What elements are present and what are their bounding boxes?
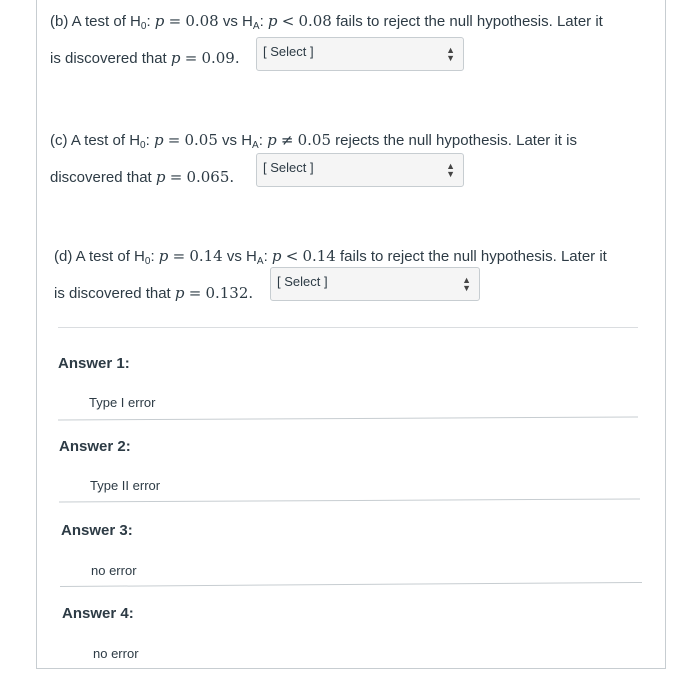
- select-placeholder: [ Select ]: [263, 160, 314, 175]
- question-d-line1: (d) A test of $H_0$: p = 0.14 vs $H_A$: p < 0.14 fails to reject the null hypothesis. Later it: [54, 247, 607, 267]
- select-placeholder: [ Select ]: [277, 274, 328, 289]
- updown-arrows-icon: ▲ ▼: [462, 275, 471, 293]
- question-b-line1: (b) A test of $H_0$: p = 0.08 vs $H_A$: p < 0.08 fails to reject the null hypothesis. Later it: [50, 12, 603, 32]
- answer-4-value: no error: [93, 646, 139, 661]
- answer-3-label: Answer 3:: [61, 522, 133, 539]
- answer-3-value: no error: [91, 563, 137, 578]
- answer-2-label: Answer 2:: [59, 438, 131, 455]
- question-c-line1: (c) A test of $H_0$: p = 0.05 vs $H_A$: p ≠ 0.05 rejects the null hypothesis. Later it is: [50, 131, 577, 151]
- section-divider: [58, 327, 638, 328]
- updown-arrows-icon: ▲ ▼: [446, 161, 455, 179]
- answer-2-value: Type II error: [90, 478, 161, 493]
- question-c-line2: discovered that p = 0.065.: [50, 168, 235, 186]
- select-placeholder: [ Select ]: [263, 44, 314, 59]
- answer-1-label: Answer 1:: [58, 355, 130, 372]
- question-d-line2: is discovered that p = 0.132.: [54, 284, 254, 302]
- answer-select-b[interactable]: [256, 37, 464, 71]
- answer-1-value: Type I error: [89, 395, 156, 410]
- answer-4-label: Answer 4:: [62, 605, 134, 622]
- question-b-line2: is discovered that p = 0.09.: [50, 49, 240, 67]
- answer-select-d[interactable]: [270, 267, 480, 301]
- answer-select-c[interactable]: [256, 153, 464, 187]
- updown-arrows-icon: ▲ ▼: [446, 45, 455, 63]
